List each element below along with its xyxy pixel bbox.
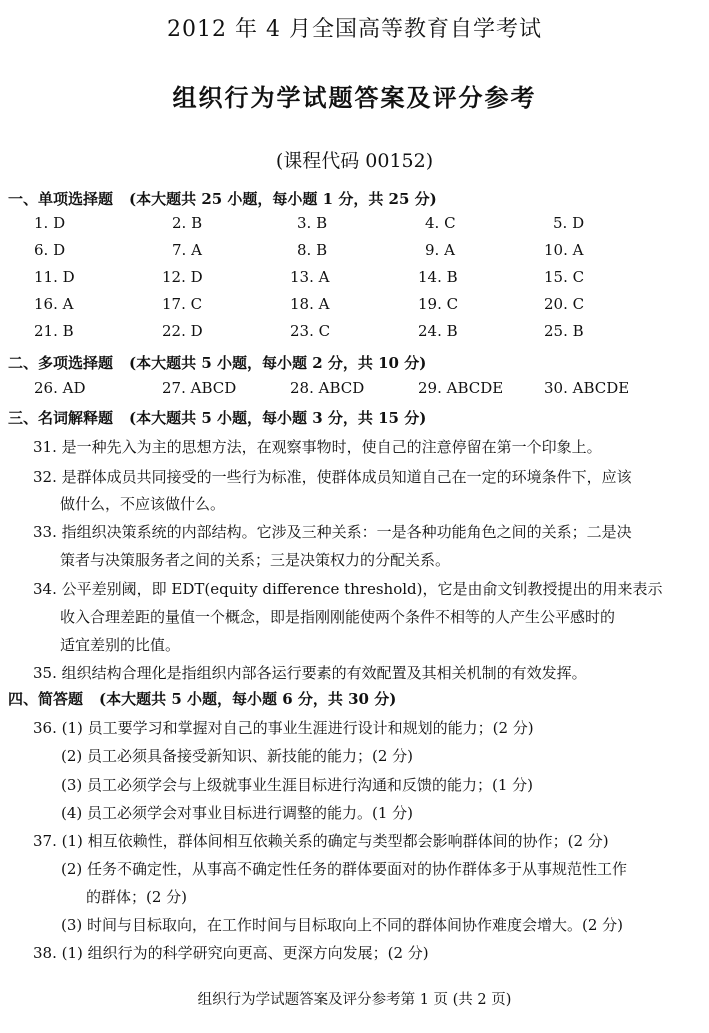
course-code: (课程代码 00152) (275, 150, 434, 172)
answer-row (0, 241, 709, 265)
page-footer: 组织行为学试题答案及评分参考第 1 页 (共 2 页) (197, 992, 512, 1008)
answer-item: 28. ABCD (290, 379, 365, 397)
answer-item: 13. A (290, 268, 330, 286)
answer-row (0, 379, 709, 403)
section-3-note: (本大题共 5 小题，每小题 3 分，共 15 分) (129, 409, 427, 427)
section-1-note: (本大题共 25 小题，每小题 1 分，共 25 分) (129, 190, 437, 208)
definition-item: 32. 是群体成员共同接受的一些行为标准，使群体成员知道自己在一定的环境条件下，应该 (33, 468, 632, 486)
section-2-title: 二、多项选择题 (8, 354, 114, 372)
answer-item: 22. D (162, 322, 203, 340)
answer-row (0, 214, 709, 238)
answer-item: 21. B (34, 322, 74, 340)
short-answer-subitem: (2) 任务不确定性，从事高不确定性任务的群体要面对的协作群体多于从事规范性工作 (61, 860, 628, 878)
definition-continuation: 策者与决策服务者之间的关系；三是决策权力的分配关系。 (60, 551, 451, 569)
short-answer-subitem: (2) 员工必须具备接受新知识、新技能的能力；(2 分) (61, 747, 414, 765)
section-4-title: 四、简答题 (8, 690, 84, 708)
definition-item: 31. 是一种先入为主的思想方法，在观察事物时，使自己的注意停留在第一个印象上。 (33, 438, 602, 456)
section-3-title: 三、名词解释题 (8, 409, 114, 427)
answer-row (0, 295, 709, 319)
definition-item: 33. 指组织决策系统的内部结构。它涉及三种关系：一是各种功能角色之间的关系；二是决 (33, 523, 632, 541)
answer-item: 6. D (34, 241, 66, 259)
answer-item: 3. B (297, 214, 328, 232)
section-4-note: (本大题共 5 小题，每小题 6 分，共 30 分) (99, 690, 397, 708)
section-2-note: (本大题共 5 小题，每小题 2 分，共 10 分) (129, 354, 427, 372)
answer-item: 11. D (34, 268, 75, 286)
short-answer-subitem: (3) 时间与目标取向，在工作时间与目标取向上不同的群体间协作难度会增大。(2 分) (61, 916, 624, 934)
short-answer-subitem: (4) 员工必须学会对事业目标进行调整的能力。(1 分) (61, 804, 414, 822)
answer-item: 27. ABCD (162, 379, 237, 397)
answer-item: 10. A (544, 241, 584, 259)
short-answer-subitem: (3) 员工必须学会与上级就事业生涯目标进行沟通和反馈的能力；(1 分) (61, 776, 534, 794)
answer-item: 25. B (544, 322, 584, 340)
short-answer-item: 38. (1) 组织行为的科学研究向更高、更深方向发展；(2 分) (33, 944, 429, 962)
answer-item: 8. B (297, 241, 328, 259)
answer-item: 14. B (418, 268, 458, 286)
document-subtitle: 组织行为学试题答案及评分参考 (172, 83, 537, 112)
short-answer-item: 37. (1) 相互依赖性，群体间相互依赖关系的确定与类型都会影响群体间的协作；(2 分) (33, 832, 609, 850)
answer-item: 29. ABCDE (418, 379, 504, 397)
answer-item: 18. A (290, 295, 330, 313)
answer-item: 26. AD (34, 379, 86, 397)
section-1-title: 一、单项选择题 (8, 190, 114, 208)
answer-item: 17. C (162, 295, 203, 313)
answer-row (0, 322, 709, 346)
answer-item: 9. A (425, 241, 455, 259)
definition-item: 34. 公平差别阈，即 EDT(equity difference threshold)，它是由俞文钊教授提出的用来表示 (33, 580, 663, 598)
section-2-heading (8, 352, 426, 373)
section-3-heading (8, 407, 426, 428)
definition-continuation: 做什么，不应该做什么。 (60, 495, 226, 513)
answer-item: 20. C (544, 295, 585, 313)
answer-item: 7. A (172, 241, 202, 259)
answer-row (0, 268, 709, 292)
definition-item: 35. 组织结构合理化是指组织内部各运行要素的有效配置及其相关机制的有效发挥。 (33, 664, 587, 682)
answer-item: 15. C (544, 268, 585, 286)
section-1-heading (8, 188, 437, 209)
answer-item: 12. D (162, 268, 203, 286)
answer-item: 4. C (425, 214, 456, 232)
short-answer-item: 36. (1) 员工要学习和掌握对自己的事业生涯进行设计和规划的能力；(2 分) (33, 719, 534, 737)
short-answer-continuation: 的群体；(2 分) (86, 888, 188, 906)
answer-item: 23. C (290, 322, 331, 340)
definition-continuation: 适宜差别的比值。 (60, 636, 181, 654)
definition-continuation: 收入合理差距的量值一个概念，即是指刚刚能使两个条件不相等的人产生公平感时的 (60, 608, 616, 626)
answer-item: 1. D (34, 214, 66, 232)
section-4-heading (8, 688, 396, 709)
answer-item: 5. D (553, 214, 585, 232)
answer-item: 16. A (34, 295, 74, 313)
answer-item: 30. ABCDE (544, 379, 630, 397)
answer-item: 24. B (418, 322, 458, 340)
answer-item: 2. B (172, 214, 203, 232)
exam-title: 2012 年 4 月全国高等教育自学考试 (167, 17, 542, 42)
answer-item: 19. C (418, 295, 459, 313)
